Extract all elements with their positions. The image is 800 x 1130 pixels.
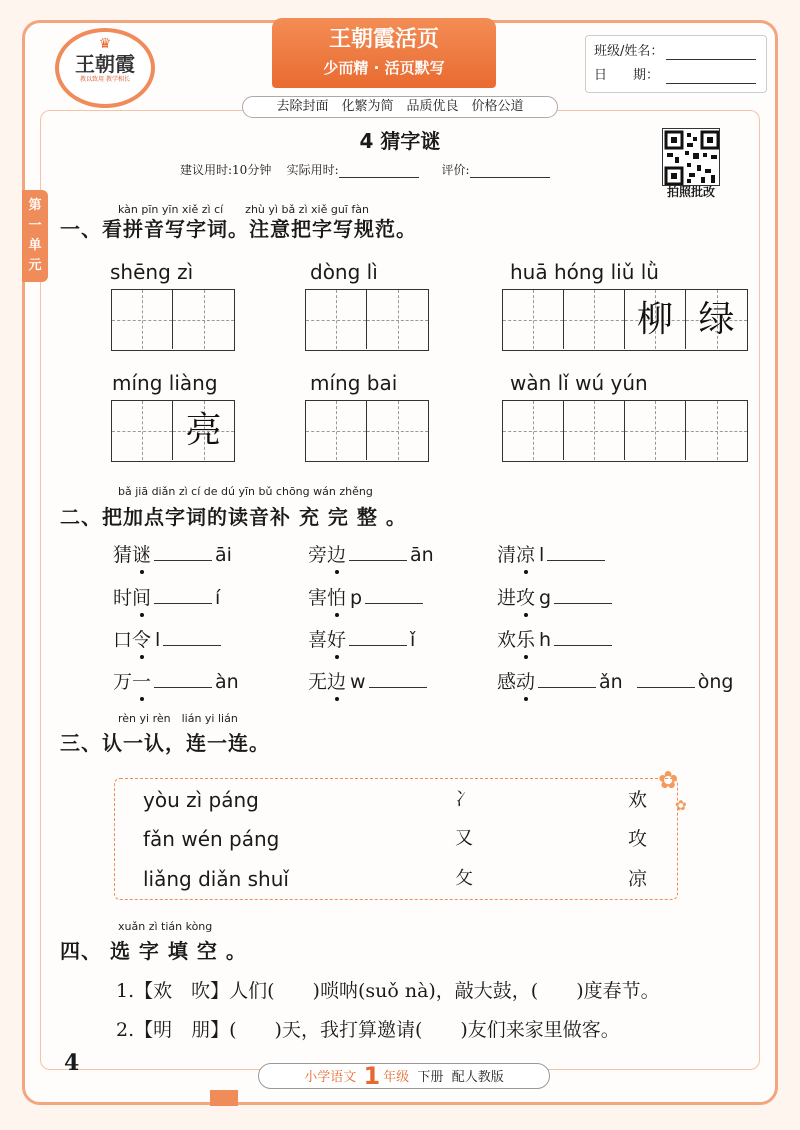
time-row	[180, 160, 640, 180]
pinyin-hint: g	[539, 587, 552, 609]
evaluation-field[interactable]	[470, 164, 550, 178]
answer-blank[interactable]	[554, 586, 612, 604]
match-char[interactable]: 欢	[628, 789, 648, 811]
qr-code-icon[interactable]	[662, 128, 720, 186]
grid-char	[112, 401, 172, 460]
word-pinyin: huā hóng liǔ lǜ	[510, 260, 659, 284]
grid-cell[interactable]	[306, 290, 367, 349]
unit-tab	[22, 190, 48, 282]
word-char: 欢	[497, 629, 517, 651]
match-char[interactable]: 凉	[628, 868, 648, 890]
grid-char	[367, 401, 428, 460]
pronunciation-item	[308, 627, 415, 653]
pinyin-hint: í	[215, 587, 221, 609]
answer-blank[interactable]	[349, 628, 407, 646]
word-char: 清	[497, 544, 517, 566]
qr-caption: 拍照批改	[666, 185, 715, 199]
dotted-char: 间	[132, 587, 152, 609]
pronunciation-item	[113, 627, 224, 653]
pinyin-hint: p	[350, 587, 363, 609]
pronunciation-item	[308, 542, 434, 568]
section1-pinyin: kàn pīn yīn xiě zì cí zhù yì bǎ zì xiě guī fàn	[118, 203, 369, 216]
section4-pinyin: xuǎn zì tián kòng	[118, 920, 213, 933]
title-banner	[272, 18, 496, 88]
answer-blank[interactable]	[547, 543, 605, 561]
word-char: 时	[113, 587, 133, 609]
page-number: 4	[64, 1050, 80, 1076]
dotted-char: 动	[516, 671, 536, 693]
answer-blank[interactable]	[554, 628, 612, 646]
match-pinyin[interactable]: fǎn wén páng	[143, 827, 280, 851]
section1-heading: 一、看拼音写字词。注意把字写规范。	[60, 217, 417, 241]
writing-grid[interactable]	[305, 400, 429, 462]
actual-time-label: 实际用时:	[286, 163, 339, 177]
dotted-char: 边	[327, 671, 347, 693]
pronunciation-item	[113, 542, 232, 568]
grid-cell[interactable]	[503, 290, 564, 349]
grid-cell[interactable]	[625, 290, 686, 349]
grid-cell[interactable]	[686, 401, 747, 460]
grid-char	[503, 290, 563, 349]
word-pinyin: dòng lì	[310, 260, 378, 284]
class-name-field[interactable]	[666, 44, 756, 60]
answer-blank[interactable]	[538, 670, 596, 688]
pronunciation-item	[497, 542, 608, 568]
word-char: 无	[308, 671, 328, 693]
date-field[interactable]	[666, 68, 756, 84]
section4-heading: 四、 选 字 填 空 。	[60, 939, 247, 963]
pinyin-hint: ǎn	[599, 671, 623, 693]
grid-char: 绿	[698, 299, 735, 340]
flower-icon: ✿	[675, 798, 687, 814]
word-char: 旁	[308, 544, 328, 566]
class-name-label: 班级/姓名：	[594, 44, 664, 59]
word-char: 喜	[308, 629, 328, 651]
footer-grade-unit: 年级	[383, 1070, 410, 1085]
dotted-char: 谜	[132, 544, 152, 566]
suggested-time: 建议用时:10分钟	[180, 163, 272, 177]
dotted-char: 好	[327, 629, 347, 651]
question-2[interactable]: 2.【明 朋】( )天，我打算邀请( )友们来家里做客。	[116, 1019, 620, 1041]
pinyin-hint: àn	[215, 671, 239, 693]
question-1[interactable]: 1.【欢 吹】人们( )唢呐(suǒ nà)，敲大鼓，( )度春节。	[116, 980, 660, 1002]
pronunciation-item	[308, 669, 430, 695]
answer-blank[interactable]	[163, 628, 221, 646]
grid-char	[686, 401, 747, 460]
brand-logo	[55, 28, 155, 108]
match-pinyin[interactable]: yòu zì páng	[143, 788, 259, 812]
pinyin-hint: āi	[215, 544, 232, 566]
dotted-char: 边	[327, 544, 347, 566]
pronunciation-item	[497, 669, 733, 695]
dotted-char: 凉	[516, 544, 536, 566]
dotted-char: 乐	[516, 629, 536, 651]
actual-time-field[interactable]	[339, 164, 419, 178]
answer-blank[interactable]	[637, 670, 695, 688]
grid-char	[564, 401, 624, 460]
grid-cell[interactable]	[173, 290, 234, 349]
grid-cell[interactable]	[367, 401, 428, 460]
answer-blank[interactable]	[349, 543, 407, 561]
pinyin-hint: h	[539, 629, 552, 651]
footer-badge	[258, 1063, 550, 1089]
word-char: 害	[308, 587, 328, 609]
word-pinyin: shēng zì	[110, 260, 194, 284]
footer-term: 下册	[417, 1070, 444, 1085]
grid-char	[625, 401, 685, 460]
pinyin-hint: w	[350, 671, 366, 693]
section2-pinyin: bǎ jiā diǎn zì cí de dú yīn bǔ chōng wán zhěng	[118, 485, 373, 498]
grid-cell[interactable]	[564, 290, 625, 349]
word-pinyin: míng bai	[310, 371, 398, 395]
grid-char	[367, 290, 428, 349]
pinyin-hint: ǐ	[410, 629, 416, 651]
grid-char	[564, 290, 624, 349]
student-info-box	[585, 35, 767, 93]
dotted-char: 攻	[516, 587, 536, 609]
match-radical[interactable]: 攵	[455, 868, 473, 889]
grid-char	[306, 401, 366, 460]
grid-cell[interactable]	[686, 290, 747, 349]
word-char: 猜	[113, 544, 133, 566]
lesson-title: 4 猜字谜	[359, 129, 441, 153]
section3-heading: 三、认一认，连一连。	[60, 731, 270, 755]
word-char: 进	[497, 587, 517, 609]
word-pinyin: wàn lǐ wú yún	[510, 371, 648, 395]
corner-mark	[210, 1090, 238, 1106]
date-row	[594, 64, 758, 88]
grid-cell[interactable]	[625, 401, 686, 460]
pronunciation-item	[497, 627, 615, 653]
banner-title: 王朝霞活页	[328, 26, 439, 52]
pronunciation-item	[113, 585, 220, 611]
banner-subtitle: 少而精 · 活页默写	[323, 59, 445, 77]
answer-blank[interactable]	[154, 586, 212, 604]
word-char: 万	[113, 671, 133, 693]
footer-grade: 1	[363, 1062, 381, 1090]
writing-grid[interactable]	[502, 289, 748, 351]
answer-blank[interactable]	[154, 543, 212, 561]
pinyin-hint: ān	[410, 544, 434, 566]
grid-char	[306, 290, 366, 349]
dotted-char: 怕	[327, 587, 347, 609]
tagline: 去除封面 化繁为简 品质优良 价格公道	[242, 96, 558, 118]
footer-subject: 小学语文	[304, 1070, 357, 1085]
footer-edition: 配人教版	[451, 1070, 504, 1085]
word-char: 感	[497, 671, 517, 693]
grid-cell[interactable]	[367, 290, 428, 349]
writing-grid[interactable]	[305, 289, 429, 351]
word-pinyin: míng liàng	[112, 371, 218, 395]
word-char: 口	[113, 629, 133, 651]
answer-blank[interactable]	[365, 586, 423, 604]
grid-cell[interactable]	[503, 401, 564, 460]
writing-grid[interactable]	[111, 400, 235, 462]
section3-pinyin: rèn yi rèn lián yi lián	[118, 712, 238, 725]
grid-char: 柳	[636, 299, 673, 340]
grid-char	[173, 290, 234, 349]
evaluation-label: 评价:	[441, 163, 470, 177]
match-pinyin[interactable]: liǎng diǎn shuǐ	[143, 867, 289, 891]
unit-tab-label: 第一单元	[28, 198, 42, 273]
grid-cell[interactable]	[173, 401, 234, 460]
pronunciation-item	[113, 669, 239, 695]
pinyin-hint: òng	[697, 671, 734, 693]
dotted-char: 一	[132, 671, 152, 693]
match-radical[interactable]: 冫	[455, 789, 473, 810]
crown-icon: ♛	[98, 36, 112, 52]
grid-char	[503, 401, 563, 460]
pinyin-hint: l	[155, 629, 161, 651]
flower-icon: ✿	[658, 766, 679, 794]
grid-char	[112, 290, 172, 349]
match-char[interactable]: 攻	[628, 828, 648, 850]
logo-slogan: 教以致用 教学相长	[80, 76, 130, 83]
pronunciation-item	[497, 585, 615, 611]
logo-text: 王朝霞	[75, 52, 135, 76]
writing-grid[interactable]	[502, 400, 748, 462]
class-name-row	[594, 40, 758, 64]
grid-cell[interactable]	[112, 401, 173, 460]
pinyin-hint: l	[539, 544, 545, 566]
answer-blank[interactable]	[154, 670, 212, 688]
grid-cell[interactable]	[306, 401, 367, 460]
grid-cell[interactable]	[564, 401, 625, 460]
dotted-char: 令	[132, 629, 152, 651]
grid-cell[interactable]	[112, 290, 173, 349]
match-radical[interactable]: 又	[455, 828, 473, 849]
answer-blank[interactable]	[369, 670, 427, 688]
writing-grid[interactable]	[111, 289, 235, 351]
section2-heading: 二、把加点字词的读音补 充 完 整 。	[60, 505, 407, 529]
grid-char: 亮	[185, 410, 222, 451]
pronunciation-item	[308, 585, 426, 611]
date-label: 日 期：	[594, 68, 660, 83]
